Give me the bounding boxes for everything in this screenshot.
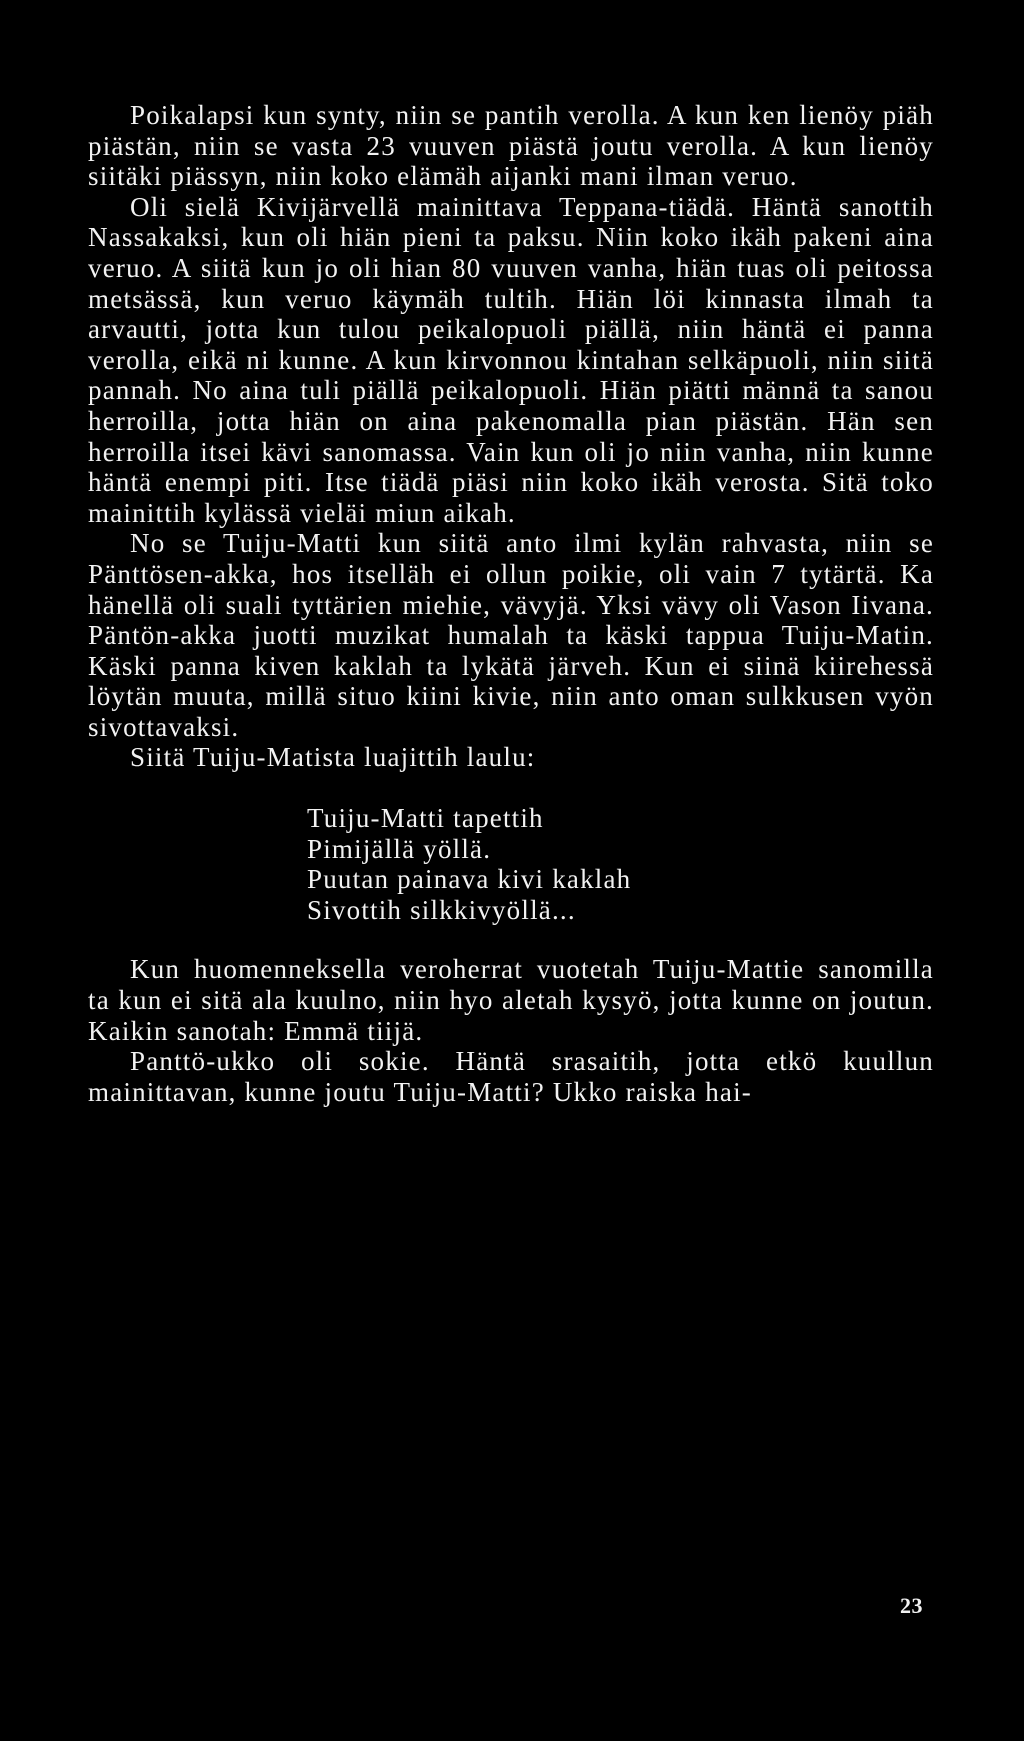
page-number: 23 [900,1593,923,1618]
paragraph-song-intro: Siitä Tuiju-Matista luajittih laulu: [130,742,536,773]
paragraph-pantto-ukko: Panttö-ukko oli sokie. Häntä srasaitih, jotta etkö kuullun mainittavan, kunne joutu Tuiju-Matti? Ukko raiska hai- [88,1046,934,1107]
paragraph-tuiju-matti: No se Tuiju-Matti kun siitä anto ilmi kylän rahvasta, niin se Pänttösen-akka, hos itselläh ei ollun poikie, oli vain 7 tytärtä. Ka hänellä oli suali tyttärien miehie, vävyjä. Yksi vävy oli Vason Iivana. Päntön-akka juotti muzikat humalah ta käski tappua Tuiju-Matin. Käski panna kiven kaklah ta lykätä järveh. Kun ei siinä kiirehessä löytän muuta, millä situo kiini kivie, niin anto oman sulkkusen vyön sivottavaksi. [88,528,934,742]
song-verse [307,803,934,925]
verse-line: Tuiju-Matti tapettih [307,803,544,834]
paragraph-teppana-tiada: Oli sielä Kivijärvellä mainittava Teppana-tiädä. Häntä sanottih Nassakaksi, kun oli hiän pieni ta paksu. Niin koko ikäh pakeni aina veruo. A siitä kun jo oli hian 80 vuuven vanha, hiän tuas oli peitossa metsässä, kun veruo käymäh tultih. Hiän löi kinnasta ilmah ta arvautti, jotta kun tulou peikalopuoli piällä, niin häntä ei panna verolla, eikä ni kunne. A kun kirvonnou kintahan selkäpuoli, niin siitä pannah. No aina tuli piällä peikalopuoli. Hiän piätti männä ta sanou herroilla, jotta hiän on aina pakenomalla pian piästän. Hän sen herroilla itsei kävi sanomassa. Vain kun oli jo niin vanha, niin kunne häntä enempi piti. Itse tiädä piäsi niin koko ikäh verosta. Sitä toko mainittih kylässä vieläi miun aikah. [88,191,934,528]
page-text [88,100,934,1107]
paragraph-tax-custom: Poikalapsi kun synty, niin se pantih verolla. A kun ken lienöy piäh piästän, niin se vasta 23 vuuven piästä joutu verolla. A kun lienöy siitäki piässyn, niin koko elämäh aijanki mani ilman veruo. [88,100,934,192]
paragraph-tax-officials: Kun huomenneksella veroherrat vuotetah Tuiju-Mattie sanomilla ta kun ei sitä ala kuulno, niin hyo aletah kysyö, jotta kunne on joutun. Kaikin sanotah: Emmä tiijä. [88,954,934,1046]
verse-line: Sivottih silkkivyöllä... [307,894,576,925]
verse-line: Puutan painava kivi kaklah [307,864,632,895]
verse-line: Pimijällä yöllä. [307,833,492,864]
